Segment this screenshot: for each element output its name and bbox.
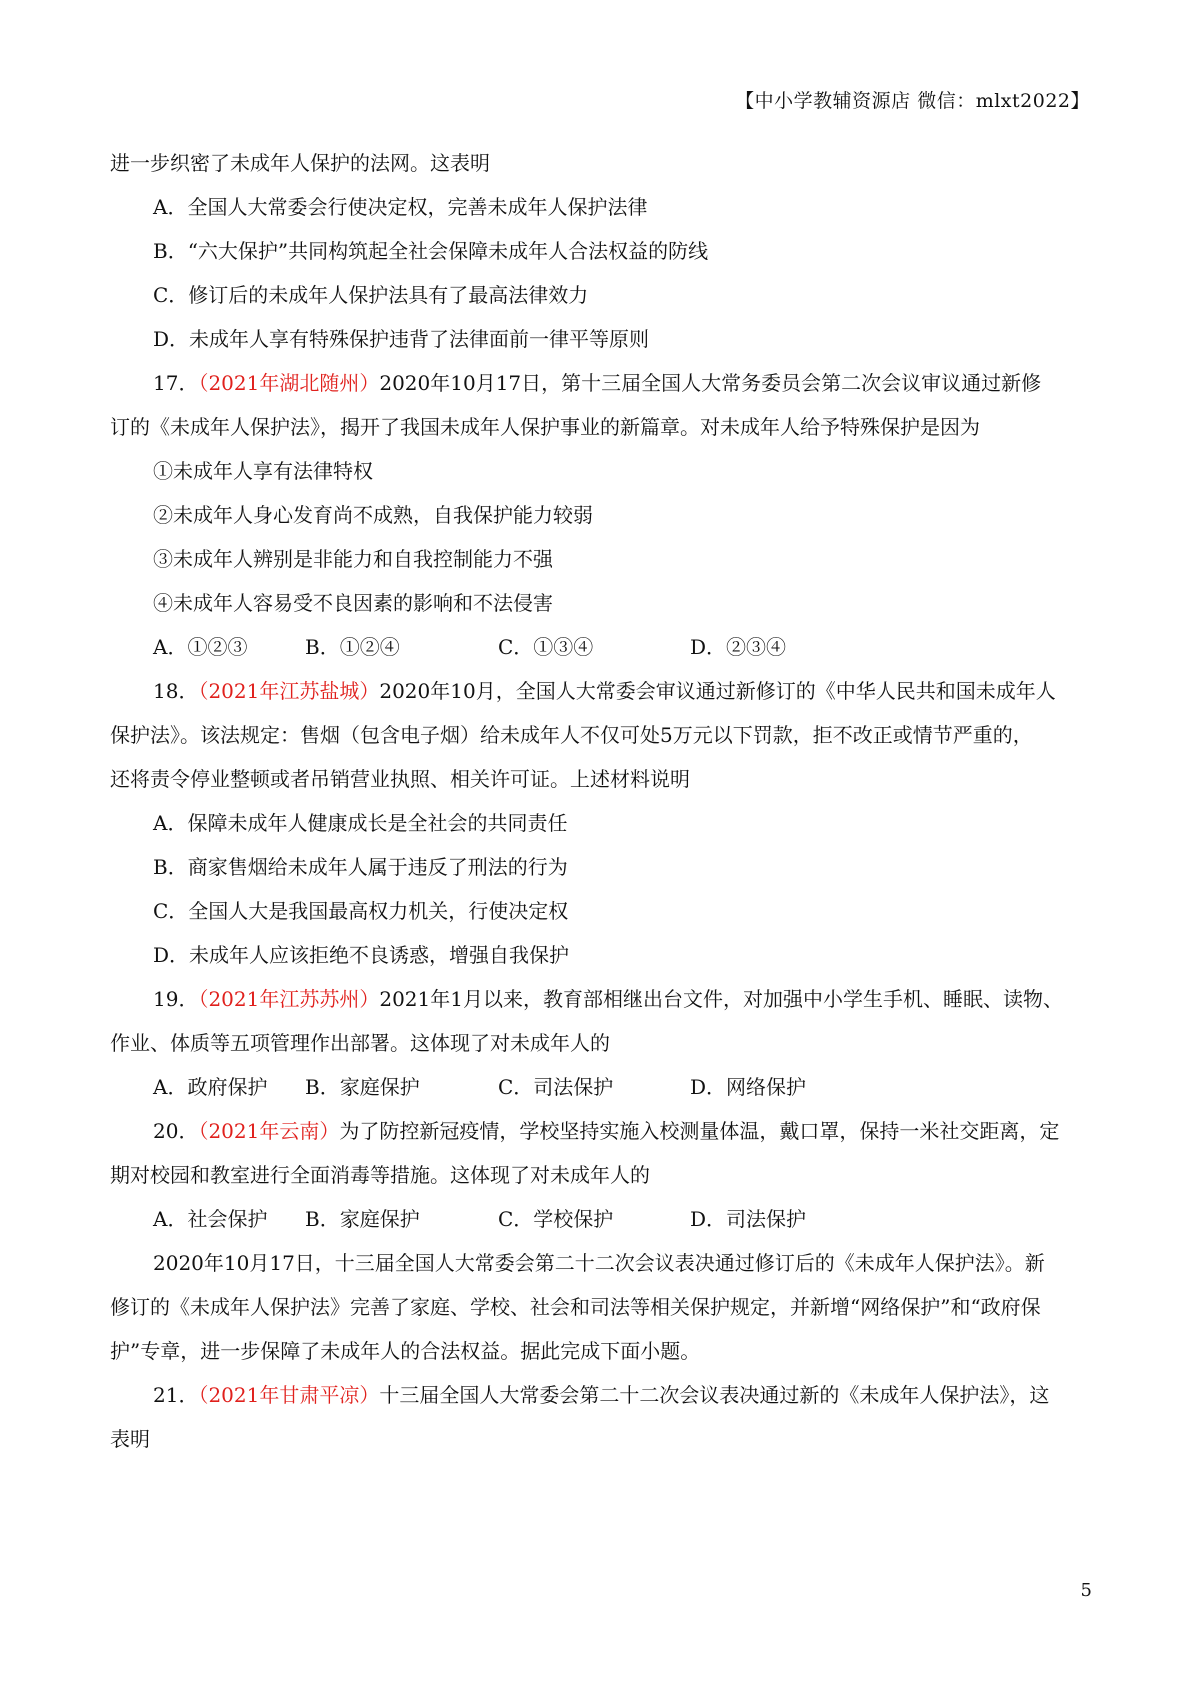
q18-option-a: A．保障未成年人健康成长是全社会的共同责任 <box>153 811 568 835</box>
q21-source: （2021年甘肃平凉） <box>198 1383 380 1407</box>
q18-source: （2021年江苏盐城） <box>198 679 380 703</box>
q18-number: 18． <box>153 679 199 703</box>
passage-line1: 2020年10月17日，十三届全国人大常委会第二十二次会议表决通过修订后的《未成年人保护法》。新 <box>153 1251 1045 1275</box>
q16-continuation: 进一步织密了未成年人保护的法网。这表明 <box>110 151 490 175</box>
q18-stem-line3: 还将责令停业整顿或者吊销营业执照、相关许可证。上述材料说明 <box>110 767 690 791</box>
q19-option-c: C．司法保护 <box>498 1075 614 1099</box>
q20-option-d: D．司法保护 <box>690 1207 807 1231</box>
q17-option-c: C．①③④ <box>498 635 594 659</box>
q17-option-a: A．①②③ <box>153 635 248 659</box>
q17-number: 17． <box>153 371 199 395</box>
q20-text: 为了防控新冠疫情，学校坚持实施入校测量体温，戴口罩，保持一米社交距离，定 <box>339 1119 1060 1143</box>
q21-number: 21． <box>153 1383 199 1407</box>
q17-item-4: ④未成年人容易受不良因素的影响和不法侵害 <box>153 591 553 615</box>
q20-option-a: A．社会保护 <box>153 1207 268 1231</box>
q17-source: （2021年湖北随州） <box>198 371 380 395</box>
q20-stem-line1 <box>153 1116 1059 1146</box>
q16-option-c: C．修订后的未成年人保护法具有了最高法律效力 <box>153 283 589 307</box>
q17-item-1: ①未成年人享有法律特权 <box>153 459 373 483</box>
q19-text: 2021年1月以来，教育部相继出台文件，对加强中小学生手机、睡眠、读物、 <box>379 987 1063 1011</box>
q17-text: 2020年10月17日，第十三届全国人大常务委员会第二次会议审议通过新修 <box>379 371 1042 395</box>
q17-stem-line1 <box>153 368 1041 398</box>
page-number: 5 <box>1080 1580 1092 1601</box>
q20-stem-line2: 期对校园和教室进行全面消毒等措施。这体现了对未成年人的 <box>110 1163 650 1187</box>
q20-option-b: B．家庭保护 <box>305 1207 420 1231</box>
page-header: 【中小学教辅资源店 微信：mlxt2022】 <box>735 90 1090 112</box>
q19-option-b: B．家庭保护 <box>305 1075 420 1099</box>
q18-stem-line1 <box>153 676 1056 706</box>
passage-line2: 修订的《未成年人保护法》完善了家庭、学校、社会和司法等相关保护规定，并新增“网络保护”和“政府保 <box>110 1295 1041 1319</box>
q18-option-b: B．商家售烟给未成年人属于违反了刑法的行为 <box>153 855 568 879</box>
q21-stem-line2: 表明 <box>110 1427 150 1451</box>
q19-option-a: A．政府保护 <box>153 1075 268 1099</box>
q17-item-3: ③未成年人辨别是非能力和自我控制能力不强 <box>153 547 553 571</box>
q19-stem-line1 <box>153 984 1063 1014</box>
q16-option-a: A．全国人大常委会行使决定权，完善未成年人保护法律 <box>153 195 648 219</box>
q18-option-d: D．未成年人应该拒绝不良诱惑，增强自我保护 <box>153 943 570 967</box>
q21-text: 十三届全国人大常委会第二十二次会议表决通过新的《未成年人保护法》，这 <box>379 1383 1050 1407</box>
q21-stem-line1 <box>153 1380 1049 1410</box>
q16-option-b: B．“六大保护”共同构筑起全社会保障未成年人合法权益的防线 <box>153 239 709 263</box>
q17-option-b: B．①②④ <box>305 635 400 659</box>
q19-source: （2021年江苏苏州） <box>198 987 380 1011</box>
q16-option-d: D．未成年人享有特殊保护违背了法律面前一律平等原则 <box>153 327 650 351</box>
q19-stem-line2: 作业、体质等五项管理作出部署。这体现了对未成年人的 <box>110 1031 610 1055</box>
q19-number: 19． <box>153 987 199 1011</box>
passage-line3: 护”专章，进一步保障了未成年人的合法权益。据此完成下面小题。 <box>110 1339 701 1363</box>
q20-number: 20． <box>153 1119 199 1143</box>
q17-option-d: D．②③④ <box>690 635 787 659</box>
q18-text: 2020年10月，全国人大常委会审议通过新修订的《中华人民共和国未成年人 <box>379 679 1056 703</box>
q19-option-d: D．网络保护 <box>690 1075 807 1099</box>
q17-item-2: ②未成年人身心发育尚不成熟，自我保护能力较弱 <box>153 503 593 527</box>
q20-option-c: C．学校保护 <box>498 1207 614 1231</box>
q20-source: （2021年云南） <box>198 1119 340 1143</box>
q18-stem-line2: 保护法》。该法规定：售烟（包含电子烟）给未成年人不仅可处5万元以下罚款，拒不改正或情节严重的， <box>110 723 1033 747</box>
q17-stem-line2: 订的《未成年人保护法》，揭开了我国未成年人保护事业的新篇章。对未成年人给予特殊保护是因为 <box>110 415 980 439</box>
q18-option-c: C．全国人大是我国最高权力机关，行使决定权 <box>153 899 569 923</box>
